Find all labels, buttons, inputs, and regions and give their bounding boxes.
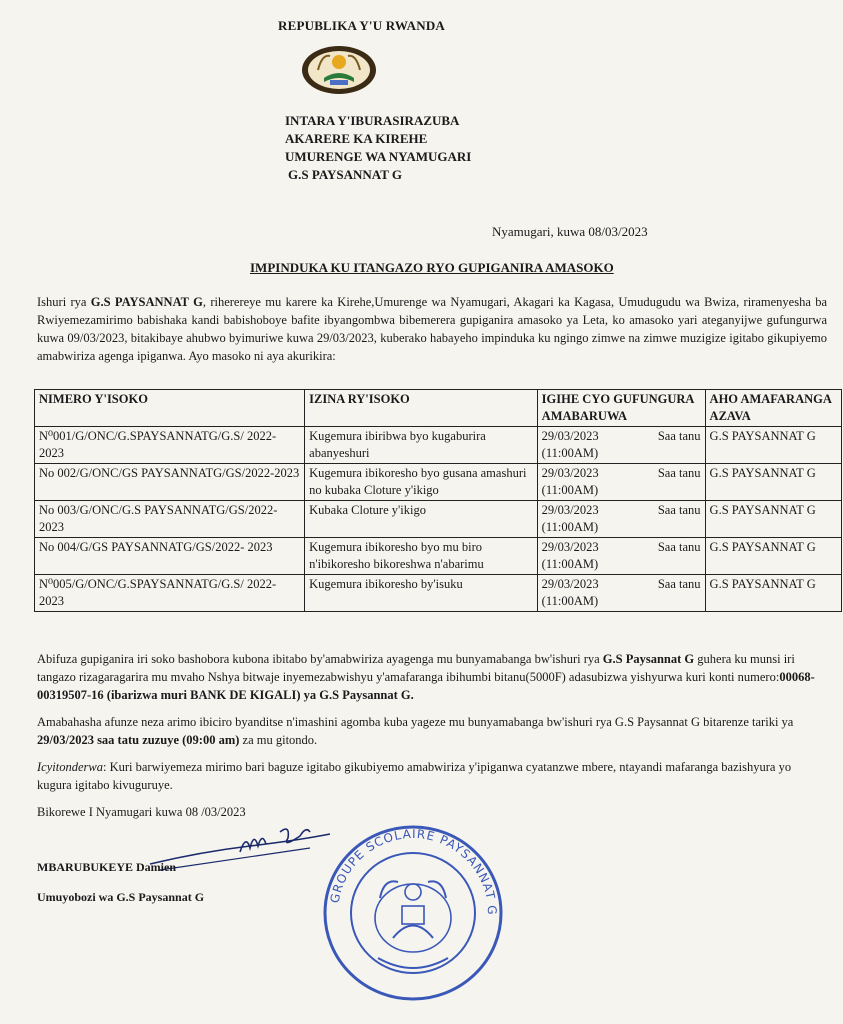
tender-time-label: Saa tanu	[657, 577, 701, 591]
tender-name: Kugemura ibiribwa byo kugaburira abanyeshuri	[305, 427, 538, 464]
rwanda-emblem-icon	[300, 44, 378, 96]
intro-paragraph	[37, 293, 827, 365]
purchase-school-name: G.S Paysannat G	[602, 652, 695, 666]
table-row	[35, 427, 842, 464]
school-line: G.S PAYSANNAT G	[288, 167, 403, 182]
tender-date: 29/03/2023	[541, 503, 599, 517]
tender-time: (11:00AM)	[541, 520, 599, 534]
signer-name: MBARUBUKEYE Damien	[37, 860, 177, 874]
table-row	[35, 501, 842, 538]
tender-source: G.S PAYSANNAT G	[705, 538, 841, 575]
tender-number: No 003/G/ONC/G.S PAYSANNATG/GS/2022-2023	[35, 501, 305, 538]
tender-opening	[537, 501, 705, 538]
tender-name: Kubaka Cloture y'ikigo	[305, 501, 538, 538]
notice-label: Icyitonderwa	[37, 760, 103, 774]
tender-number: N⁰005/G/ONC/G.SPAYSANNATG/G.S/ 2022-2023	[35, 575, 305, 612]
tender-time: (11:00AM)	[541, 483, 599, 497]
header-tender-name: IZINA RY'ISOKO	[305, 390, 538, 427]
intro-text-2: , riherereye mu karere ka Kirehe,Umurenge wa Nyamugari, Akagari ka Kagasa, Umudugudu wa Bwiza, riramenyesha ba Rwiyemezamirimo babishaka kandi babishoboye bafite ibyangombwa bibemerera gupiganira amasoko ya Leta, ko amasoko yari ateganyijwe gufungurwa kuwa 09/03/2023, bitakibaye ahubwo byimuriwe kuwa 29/03/2023, kuberako habayeho impinduka ku ngingo zimwe na zimwe muzigize igitabo gikupiyemo amabwiriza agenga ipiganwa. Ayo masoko ni aya akurikira:	[37, 295, 827, 363]
tender-date: 29/03/2023	[541, 577, 599, 591]
tender-number: No 002/G/ONC/GS PAYSANNATG/GS/2022-2023	[35, 464, 305, 501]
province-line: INTARA Y'IBURASIRAZUBA	[285, 113, 460, 128]
tenders-table	[34, 389, 842, 612]
district-line: AKARERE KA KIREHE	[285, 131, 428, 146]
table-row	[35, 575, 842, 612]
tender-date: 29/03/2023	[541, 429, 599, 443]
header-opening-time: IGIHE CYO GUFUNGURA AMABARUWA	[537, 390, 705, 427]
table-row	[35, 538, 842, 575]
tender-time: (11:00AM)	[541, 557, 599, 571]
tender-time-label: Saa tanu	[657, 466, 701, 480]
republic-heading: REPUBLIKA Y'U RWANDA	[278, 18, 446, 33]
tender-opening	[537, 538, 705, 575]
tender-name: Kugemura ibikoresho byo mu biro n'ibikoresho bikoreshwa n'abarimu	[305, 538, 538, 575]
tender-time-label: Saa tanu	[657, 503, 701, 517]
made-at-line: Bikorewe I Nyamugari kuwa 08 /03/2023	[37, 805, 246, 819]
submission-text-1: Amabahasha afunze neza arimo ibiciro byanditse n'imashini agomba kuba yageze mu bunyamabanga bw'ishuri rya G.S Paysannat G bitarenze tariki ya	[37, 715, 794, 729]
tender-time-label: Saa tanu	[657, 540, 701, 554]
table-header-row	[35, 390, 842, 427]
tender-source: G.S PAYSANNAT G	[705, 427, 841, 464]
purchase-text-2: guhera ku munsi iri tangazo rizagaragarira mu mvaho Nshya bitwaje inyemezabwishyu y'amafaranga ibihumbi bitanu(5000F) adasubizwa yishyurwa kuri konti numero:	[37, 652, 795, 684]
submission-text-2: za mu gitondo.	[239, 733, 318, 747]
intro-school-name: G.S PAYSANNAT G	[90, 295, 203, 309]
tender-time-label: Saa tanu	[657, 429, 701, 443]
signer-role: Umuyobozi wa G.S Paysannat G	[37, 890, 205, 904]
intro-text-1: Ishuri rya	[37, 295, 91, 309]
purchase-text-1: Abifuza gupiganira iri soko bashobora kubona ibitabo by'amabwiriza ayagenga mu bunyamabanga bw'ishuri rya	[37, 652, 603, 666]
table-row	[35, 464, 842, 501]
header-funding-source: AHO AMAFARANGA AZAVA	[705, 390, 841, 427]
svg-text:GROUPE SCOLAIRE PAYSANNAT G: GROUPE SCOLAIRE PAYSANNAT G	[327, 826, 500, 916]
purchase-account: 00068-00319507-16 (ibarizwa muri BANK DE KIGALI) ya G.S Paysannat G.	[37, 670, 815, 702]
tender-name: Kugemura ibikoresho by'isuku	[305, 575, 538, 612]
tender-number: No 004/G/GS PAYSANNATG/GS/2022- 2023	[35, 538, 305, 575]
tender-source: G.S PAYSANNAT G	[705, 464, 841, 501]
tender-opening	[537, 464, 705, 501]
tender-time: (11:00AM)	[541, 446, 599, 460]
tender-date: 29/03/2023	[541, 540, 599, 554]
header-tender-number: NIMERO Y'ISOKO	[35, 390, 305, 427]
tender-name: Kugemura ibikoresho byo gusana amashuri no kubaka Cloture y'ikigo	[305, 464, 538, 501]
tender-source: G.S PAYSANNAT G	[705, 575, 841, 612]
submission-deadline: 29/03/2023 saa tatu zuzuye (09:00 am)	[37, 733, 240, 747]
tender-time: (11:00AM)	[541, 594, 599, 608]
sector-line: UMURENGE WA NYAMUGARI	[285, 149, 472, 164]
school-stamp-icon	[318, 818, 508, 1003]
tender-opening	[537, 575, 705, 612]
submission-paragraph	[37, 713, 827, 749]
document-title: IMPINDUKA KU ITANGAZO RYO GUPIGANIRA AMASOKO	[250, 260, 614, 275]
notice-paragraph	[37, 758, 827, 794]
purchase-paragraph	[37, 650, 827, 704]
institution-address	[285, 112, 471, 184]
tender-date: 29/03/2023	[541, 466, 599, 480]
date-line: Nyamugari, kuwa 08/03/2023	[492, 224, 648, 239]
notice-text: : Kuri barwiyemeza mirimo bari baguze igitabo gikubiyemo amabwiriza y'ipiganwa cyatanzwe mbere, ntayandi mafaranga bazishyura yo kugura igitabo kivuguruye.	[37, 760, 792, 792]
tender-opening	[537, 427, 705, 464]
tender-source: G.S PAYSANNAT G	[705, 501, 841, 538]
tender-number: N⁰001/G/ONC/G.SPAYSANNATG/G.S/ 2022-2023	[35, 427, 305, 464]
